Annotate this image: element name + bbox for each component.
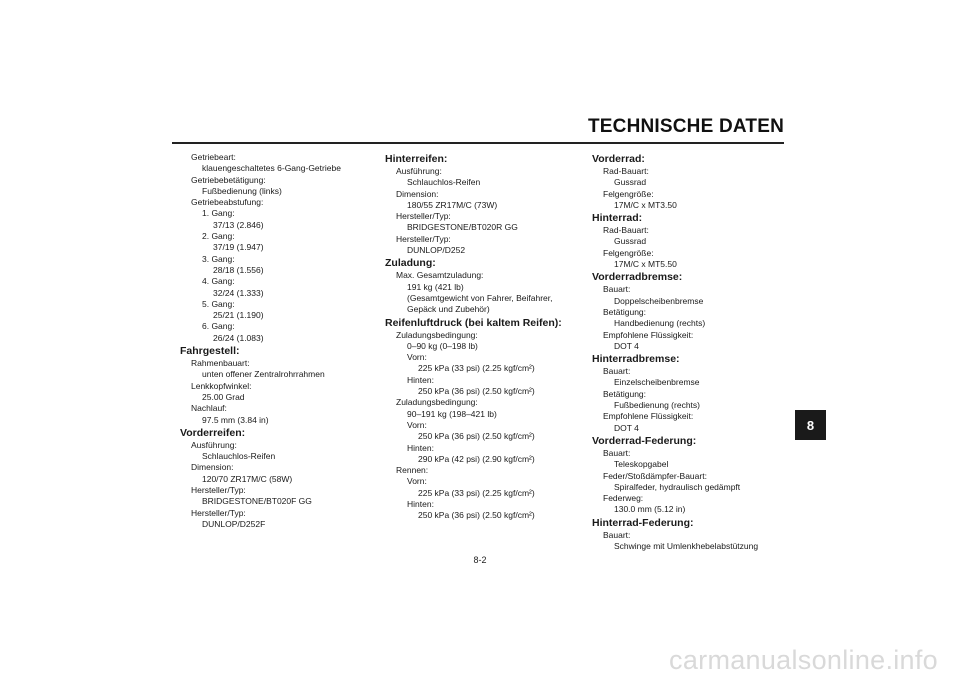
spec-line: 191 kg (421 lb) [407,281,464,292]
spec-line: Bauart: [603,447,631,458]
spec-line: Getriebebetätigung: [191,174,266,185]
spec-line: 37/19 (1.947) [213,242,264,253]
spec-line: 6. Gang: [202,321,235,332]
spec-line: 250 kPa (36 psi) (2.50 kgf/cm²) [418,386,535,397]
spec-line: Nachlauf: [191,403,227,414]
spec-line: Hinten: [407,499,434,510]
spec-line: Ausführung: [396,166,442,176]
section-heading: Vorderrad-Federung: [592,434,697,447]
spec-line: Hersteller/Typ: [396,233,451,244]
spec-line: DUNLOP/D252 [407,245,466,256]
header-rule [172,142,784,144]
spec-line: Rahmenbauart: [191,358,250,369]
spec-line: Getriebeabstufung: [191,197,264,208]
spec-line: Rad-Bauart: [603,225,649,236]
section-heading: Hinterrad: [592,212,643,225]
spec-line: 17M/C x MT3.50 [614,199,677,210]
spec-line: 130.0 mm (5.12 in) [614,504,686,515]
spec-line: 180/55 ZR17M/C (73W) [407,199,498,210]
spec-line: BRIDGESTONE/BT020R GG [407,222,518,233]
spec-line: Bauart: [603,366,631,377]
spec-line: Felgengröße: [603,188,654,199]
section-heading: Fahrgestell: [180,345,240,358]
spec-line: 3. Gang: [202,253,235,264]
spec-line: Betätigung: [603,306,647,317]
spec-line: Schlauchlos-Reifen [407,177,481,188]
page-number: 8-2 [473,555,487,565]
section-heading: Vorderradbremse: [592,271,683,284]
spec-line: Rennen: [396,465,429,476]
spec-line: Getriebeart: [191,152,236,162]
spec-line: Bauart: [603,284,631,295]
page-title: TECHNISCHE DATEN [587,116,784,137]
spec-line: Dimension: [396,188,439,199]
spec-line: 28/18 (1.556) [213,264,264,275]
spec-line: klauengeschaltetes 6-Gang-Getriebe [202,163,341,174]
spec-line: Einzelscheibenbremse [614,377,700,388]
spec-line: Fußbedienung (rechts) [614,400,700,411]
spec-line: 225 kPa (33 psi) (2.25 kgf/cm²) [418,363,535,374]
spec-line: DUNLOP/D252F [202,518,266,529]
spec-line: BRIDGESTONE/BT020F GG [202,496,312,507]
chapter-tab: 8 [795,410,826,440]
spec-line: Hinten: [407,442,434,453]
spec-line: Gepäck und Zubehör) [407,304,490,315]
spec-line: Ausführung: [191,439,237,450]
spec-line: Hersteller/Typ: [191,485,246,496]
spec-line: Fußbedienung (links) [202,185,282,196]
spec-line: Vorn: [407,476,427,487]
spec-line: Vorn: [407,352,427,363]
spec-line: Zuladungsbedingung: [396,329,478,340]
spec-line: (Gesamtgewicht von Fahrer, Beifahrer, [407,292,553,303]
section-heading: Hinterreifen: [385,153,448,165]
spec-line: Teleskopgabel [614,459,669,470]
spec-line: Federweg: [603,493,644,504]
spec-line: Schwinge mit Umlenkhebelabstützung [614,541,759,552]
spec-line: 97.5 mm (3.84 in) [202,414,269,425]
spec-line: 37/13 (2.846) [213,219,264,230]
section-heading: Vorderrad: [592,153,645,165]
spec-line: Bauart: [603,529,631,540]
spec-column-1 [180,152,370,530]
spec-line: 1. Gang: [202,208,235,219]
spec-line: unten offener Zentralrohrrahmen [202,369,325,380]
page-header [172,116,784,146]
spec-line: 290 kPa (42 psi) (2.90 kgf/cm²) [418,453,535,464]
spec-line: 25/21 (1.190) [213,310,264,321]
spec-line: 250 kPa (36 psi) (2.50 kgf/cm²) [418,431,535,442]
spec-line: Gussrad [614,177,647,188]
spec-line: 2. Gang: [202,231,235,242]
spec-column-3 [592,152,782,552]
spec-line: 32/24 (1.333) [213,287,264,298]
spec-line: Max. Gesamtzuladung: [396,270,484,281]
spec-line: Rad-Bauart: [603,166,649,176]
spec-line: 5. Gang: [202,298,235,309]
spec-line: DOT 4 [614,340,639,351]
section-heading: Reifenluftdruck (bei kaltem Reifen): [385,316,562,329]
section-heading: Zuladung: [385,257,436,270]
spec-line: Empfohlene Flüssigkeit: [603,329,694,340]
spec-line: Dimension: [191,462,234,473]
spec-line: Schlauchlos-Reifen [202,451,276,462]
section-heading: Hinterrad-Federung: [592,516,694,529]
spec-line: Hinten: [407,374,434,385]
spec-line: Gussrad [614,236,647,247]
watermark: carmanualsonline.info [669,645,938,675]
spec-column-2 [385,152,575,522]
spec-line: Doppelscheibenbremse [614,295,704,306]
spec-line: 25.00 Grad [202,391,245,402]
spec-line: Zuladungsbedingung: [396,397,478,408]
spec-line: 0–90 kg (0–198 lb) [407,340,478,351]
section-heading: Hinterradbremse: [592,353,680,366]
spec-line: 225 kPa (33 psi) (2.25 kgf/cm²) [418,487,535,498]
spec-line: 90–191 kg (198–421 lb) [407,408,497,419]
spec-line: 4. Gang: [202,276,235,287]
spec-line: Hersteller/Typ: [396,211,451,222]
spec-line: 26/24 (1.083) [213,332,264,343]
section-heading: Vorderreifen: [180,426,246,439]
spec-line: Hersteller/Typ: [191,507,246,518]
spec-line: 250 kPa (36 psi) (2.50 kgf/cm²) [418,510,535,521]
spec-line: Spiralfeder, hydraulisch gedämpft [614,481,741,492]
spec-line: DOT 4 [614,422,639,433]
spec-line: Handbedienung (rechts) [614,318,706,329]
spec-line: Empfohlene Flüssigkeit: [603,411,694,422]
spec-line: Betätigung: [603,388,647,399]
spec-line: Felgengröße: [603,247,654,258]
spec-line: 17M/C x MT5.50 [614,259,677,270]
spec-line: Feder/Stoßdämpfer-Bauart: [603,470,707,481]
spec-line: 120/70 ZR17M/C (58W) [202,473,293,484]
spec-line: Lenkkopfwinkel: [191,380,252,391]
spec-line: Vorn: [407,419,427,430]
